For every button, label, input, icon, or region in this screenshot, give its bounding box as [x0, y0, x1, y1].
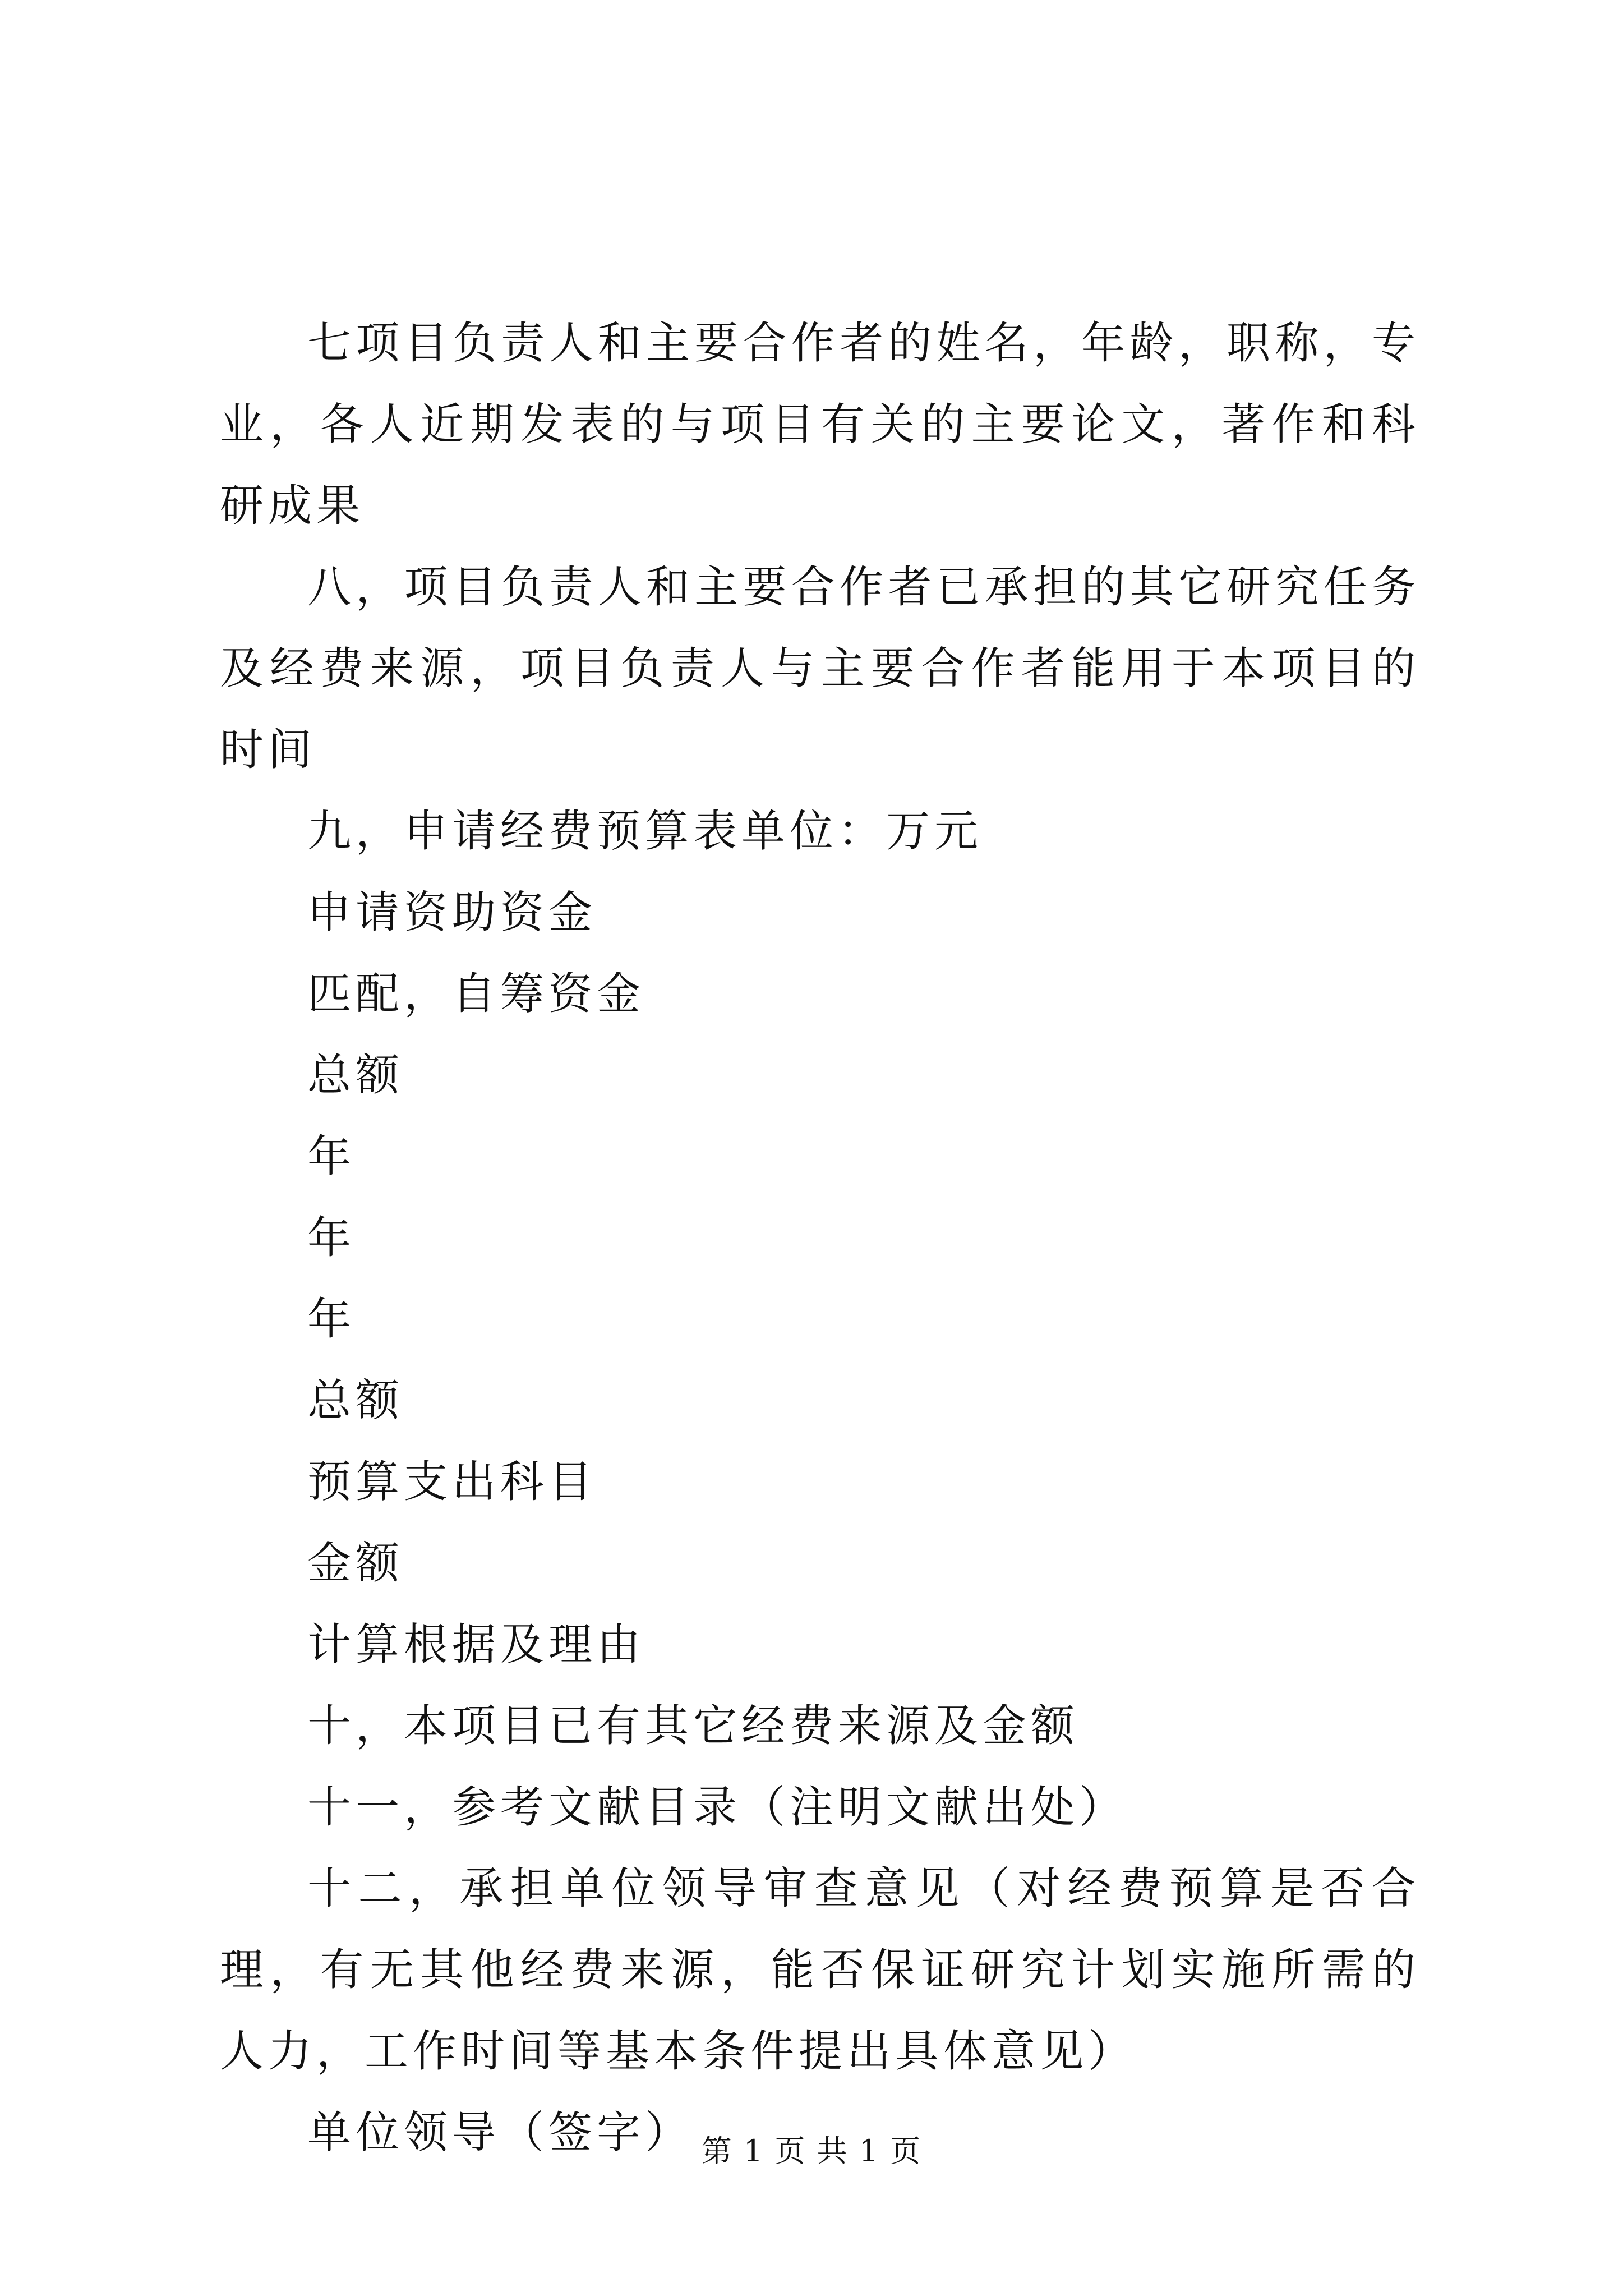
signature-line: 单位领导（签字） [307, 2108, 694, 2158]
budget-item-requested-funds: 申请资助资金 [307, 887, 597, 938]
budget-item-expense-category: 预算支出科目 [307, 1457, 597, 1507]
page-footer: 第 1 页 共 1 页 [701, 2133, 922, 2169]
paragraph-section-7: 七项目负责人和主要合作者的姓名，年龄，职称，专业，各人近期发表的与项目有关的主要论文，著作和科研成果 [220, 318, 1420, 531]
budget-item-year: 年 [307, 1131, 356, 1182]
paragraph-section-9: 九，申请经费预算表单位：万元 [307, 806, 983, 857]
paragraph-section-12: 十二，承担单位领导审查意见（对经费预算是否合理，有无其他经费来源，能否保证研究计划实施所需的人力，工作时间等基本条件提出具体意见） [220, 1864, 1420, 2077]
document-body [220, 303, 1420, 2174]
budget-item-amount: 金额 [307, 1538, 404, 1589]
budget-item-year: 年 [307, 1294, 356, 1345]
paragraph-section-10: 十，本项目已有其它经费来源及金额 [307, 1701, 1080, 1751]
budget-item-total: 总额 [307, 1375, 404, 1426]
paragraph-section-8: 八，项目负责人和主要合作者已承担的其它研究任务及经费来源，项目负责人与主要合作者能用于本项目的时间 [220, 562, 1420, 775]
budget-item-basis: 计算根据及理由 [307, 1619, 645, 1670]
budget-item-year: 年 [307, 1213, 356, 1263]
budget-item-matching-funds: 匹配，自筹资金 [307, 969, 645, 1019]
budget-item-total: 总额 [307, 1050, 404, 1101]
paragraph-section-11: 十一，参考文献目录（注明文献出处） [307, 1782, 1128, 1833]
